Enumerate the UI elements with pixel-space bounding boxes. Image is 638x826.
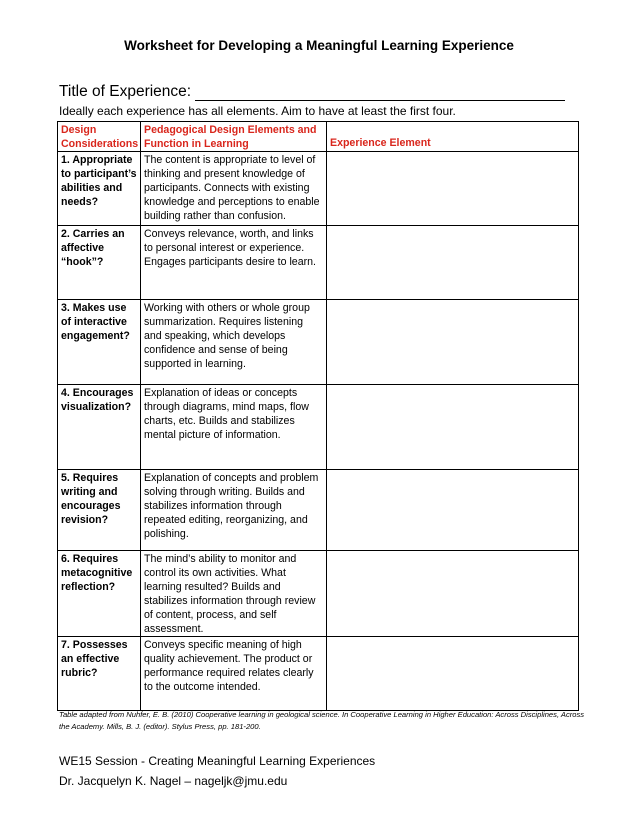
experience-element-cell[interactable] [327, 226, 579, 300]
row-consideration: 2. Carries an affective “hook”? [58, 226, 141, 300]
table-row [58, 385, 579, 470]
experience-element-cell[interactable] [327, 551, 579, 637]
table-row [58, 470, 579, 551]
experience-element-cell[interactable] [327, 385, 579, 470]
row-description: Conveys specific meaning of high quality achievement. The product or performance required relates clearly to the outcome intended. [141, 637, 327, 711]
row-description: The content is appropriate to level of thinking and present knowledge of participants. Connects with existing knowledge and perceptions to enable building rather than confusion. [141, 152, 327, 226]
table-row [58, 637, 579, 711]
experience-title-row [59, 83, 565, 101]
experience-element-cell[interactable] [327, 152, 579, 226]
experience-element-cell[interactable] [327, 300, 579, 385]
table-row [58, 551, 579, 637]
source-citation: Table adapted from Nuhfer, E. B. (2010) Cooperative learning in geological science. In Cooperative Learning in Higher Education: Across Disciplines, Across the Academy. Mills, B. J. (editor). Stylus Press, pp. 181-200. [59, 710, 585, 731]
experience-element-cell[interactable] [327, 637, 579, 711]
row-consideration: 1. Appropriate to participant’s abilities and needs? [58, 152, 141, 226]
row-description: Conveys relevance, worth, and links to personal interest or experience. Engages participants desire to learn. [141, 226, 327, 300]
header-pedagogical-elements: Pedagogical Design Elements and Function in Learning [141, 122, 327, 152]
footer-session: WE15 Session - Creating Meaningful Learning Experiences [59, 754, 376, 768]
row-description: The mind’s ability to monitor and control its own activities. What learning resulted? Builds and stabilizes information through review of content, process, and self assessment. [141, 551, 327, 637]
row-description: Explanation of concepts and problem solving through writing. Builds and stabilizes information through repeated editing, reorganizing, and polishing. [141, 470, 327, 551]
row-consideration: 3. Makes use of interactive engagement? [58, 300, 141, 385]
table-header-row [58, 122, 579, 152]
experience-title-blank[interactable] [195, 85, 565, 101]
row-consideration: 6. Requires metacognitive reflection? [58, 551, 141, 637]
instructions: Ideally each experience has all elements. Aim to have at least the first four. [59, 104, 456, 118]
header-experience-element: Experience Element [327, 122, 579, 152]
header-design-considerations: Design Considerations [58, 122, 141, 152]
table-row [58, 226, 579, 300]
row-consideration: 5. Requires writing and encourages revision? [58, 470, 141, 551]
page-title: Worksheet for Developing a Meaningful Learning Experience [124, 38, 514, 53]
footer-author: Dr. Jacquelyn K. Nagel – nageljk@jmu.edu [59, 774, 288, 788]
row-description: Working with others or whole group summarization. Requires listening and speaking, which develops confidence and sense of being supported in learning. [141, 300, 327, 385]
row-consideration: 7. Possesses an effective rubric? [58, 637, 141, 711]
experience-element-cell[interactable] [327, 470, 579, 551]
table-row [58, 300, 579, 385]
row-description: Explanation of ideas or concepts through diagrams, mind maps, flow charts, etc. Builds and stabilizes mental picture of information. [141, 385, 327, 470]
design-table [57, 121, 579, 711]
table-row [58, 152, 579, 226]
row-consideration: 4. Encourages visualization? [58, 385, 141, 470]
experience-title-label: Title of Experience: [59, 83, 192, 100]
